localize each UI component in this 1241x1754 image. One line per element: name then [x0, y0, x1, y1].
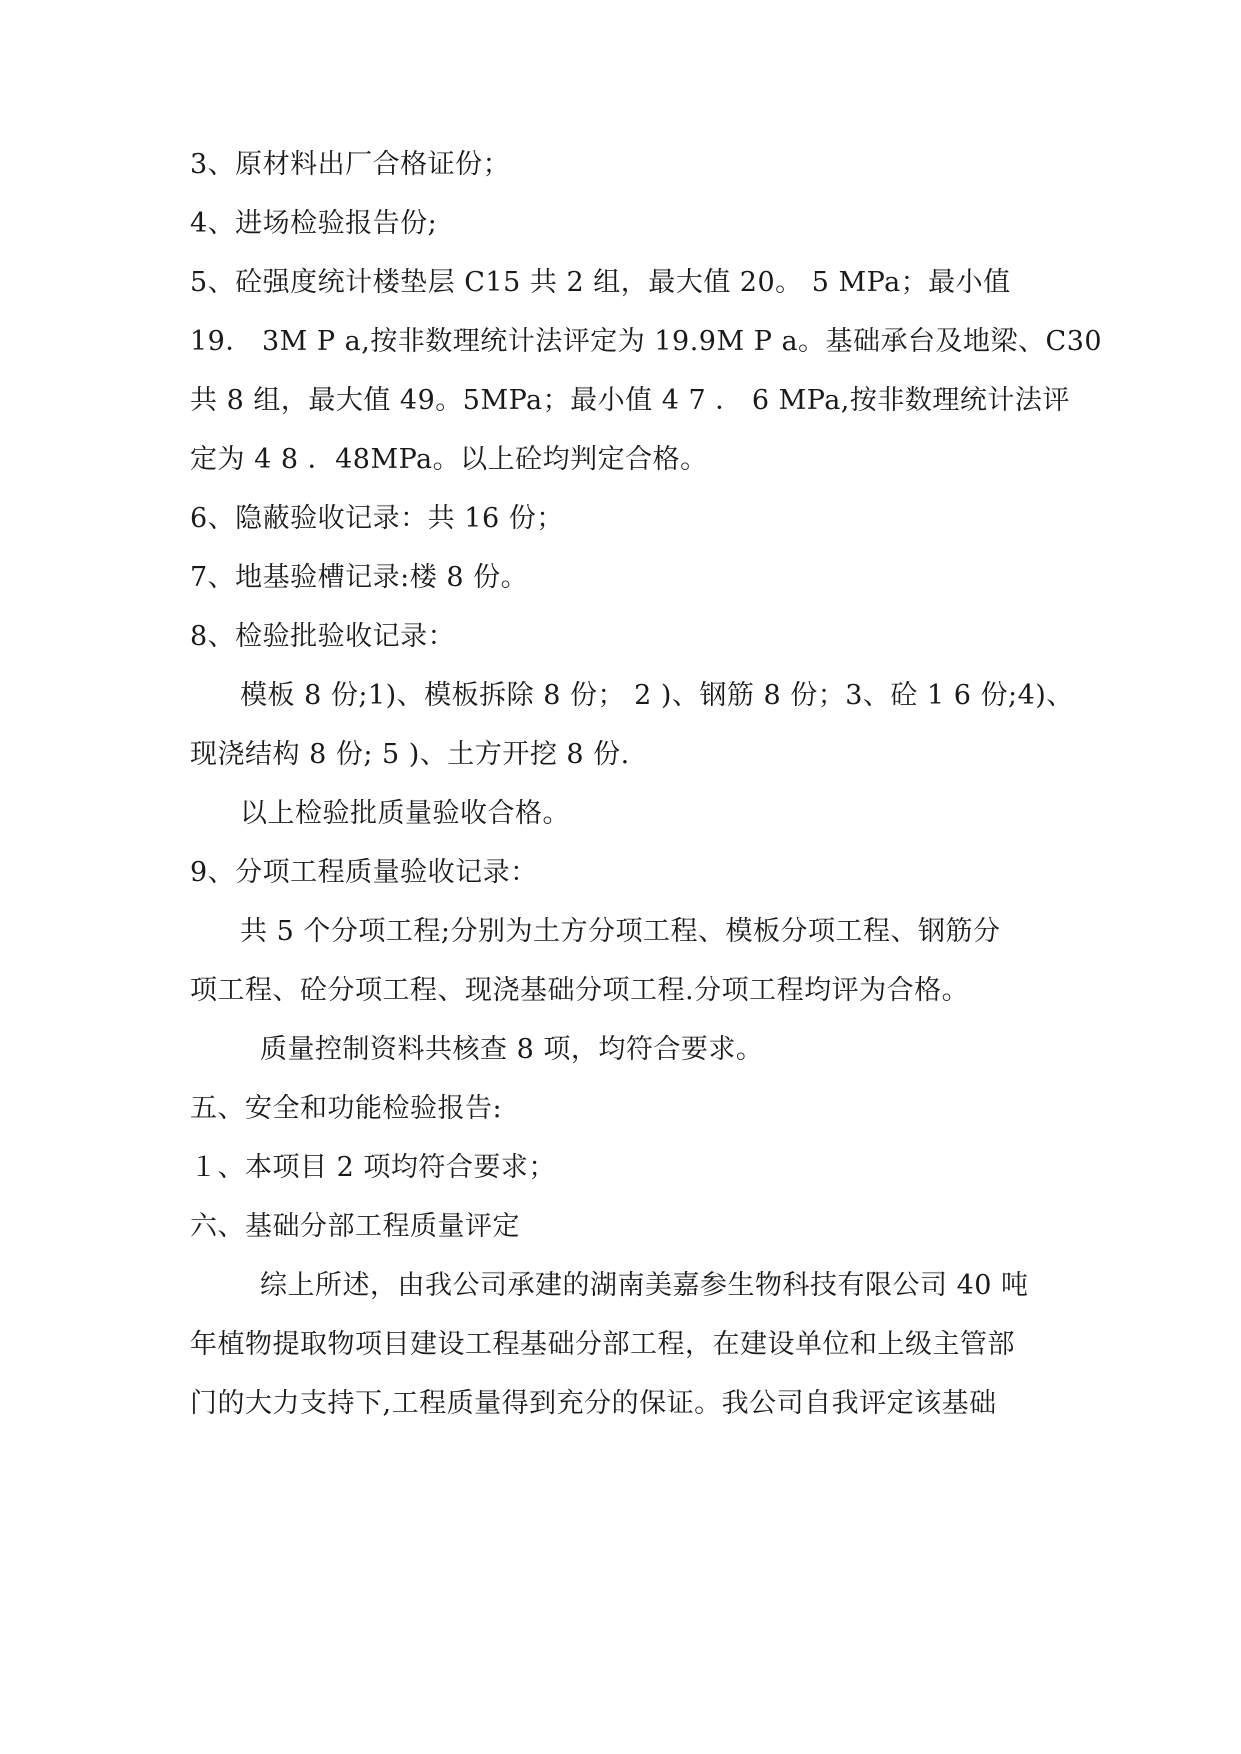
item-8-batch-summary: 以上检验批质量验收合格。: [240, 798, 570, 829]
item-5-concrete-strength-2: 19． 3M P a,按非数理统计法评定为 19.9M P a。基础承台及地梁、C30: [190, 326, 1103, 357]
conclusion-line-3: 门的大力支持下,工程质量得到充分的保证。我公司自我评定该基础: [190, 1388, 997, 1419]
section-6-heading: 六、基础分部工程质量评定: [190, 1211, 520, 1242]
item-5-concrete-strength-4: 定为 4 8 ．48MPa。以上砼均判定合格。: [190, 444, 708, 475]
item-9-subitem-heading: 9、分项工程质量验收记录：: [190, 857, 538, 888]
item-5-concrete-strength-3: 共 8 组，最大值 49。5MPa；最小值 4 7 ． 6 MPa,按非数理统计法评: [190, 385, 1070, 416]
item-8-batch-heading: 8、检验批验收记录：: [190, 621, 456, 652]
item-8-batch-detail-2: 现浇结构 8 份; 5 )、土方开挖 8 份.: [190, 739, 630, 770]
item-5-concrete-strength-1: 5、砼强度统计楼垫层 C15 共 2 组，最大值 20。 5 MPa；最小值: [190, 267, 1011, 298]
section-5-heading: 五、安全和功能检验报告:: [190, 1093, 503, 1124]
section-5-item-1: １、本项目 2 项均符合要求；: [190, 1152, 556, 1183]
conclusion-line-2: 年植物提取物项目建设工程基础分部工程，在建设单位和上级主管部: [190, 1329, 1015, 1360]
conclusion-line-1: 综上所述，由我公司承建的湖南美嘉参生物科技有限公司 40 吨: [260, 1270, 1029, 1301]
item-3-materials: 3、原材料出厂合格证份；: [190, 149, 511, 180]
item-8-batch-detail-1: 模板 8 份;1)、模板拆除 8 份； 2 )、钢筋 8 份；3、砼 1 6 份;4)、: [240, 680, 1074, 711]
item-4-inspection: 4、进场检验报告份;: [190, 208, 438, 239]
item-9-subitem-detail-1: 共 5 个分项工程;分别为土方分项工程、模板分项工程、钢筋分: [240, 916, 1001, 947]
item-6-concealed: 6、隐蔽验收记录：共 16 份；: [190, 503, 564, 534]
quality-control-summary: 质量控制资料共核查 8 项，均符合要求。: [260, 1034, 764, 1065]
item-7-foundation-trench: 7、地基验槽记录:楼 8 份。: [190, 562, 529, 593]
item-9-subitem-detail-2: 项工程、砼分项工程、现浇基础分项工程.分项工程均评为合格。: [190, 975, 970, 1006]
